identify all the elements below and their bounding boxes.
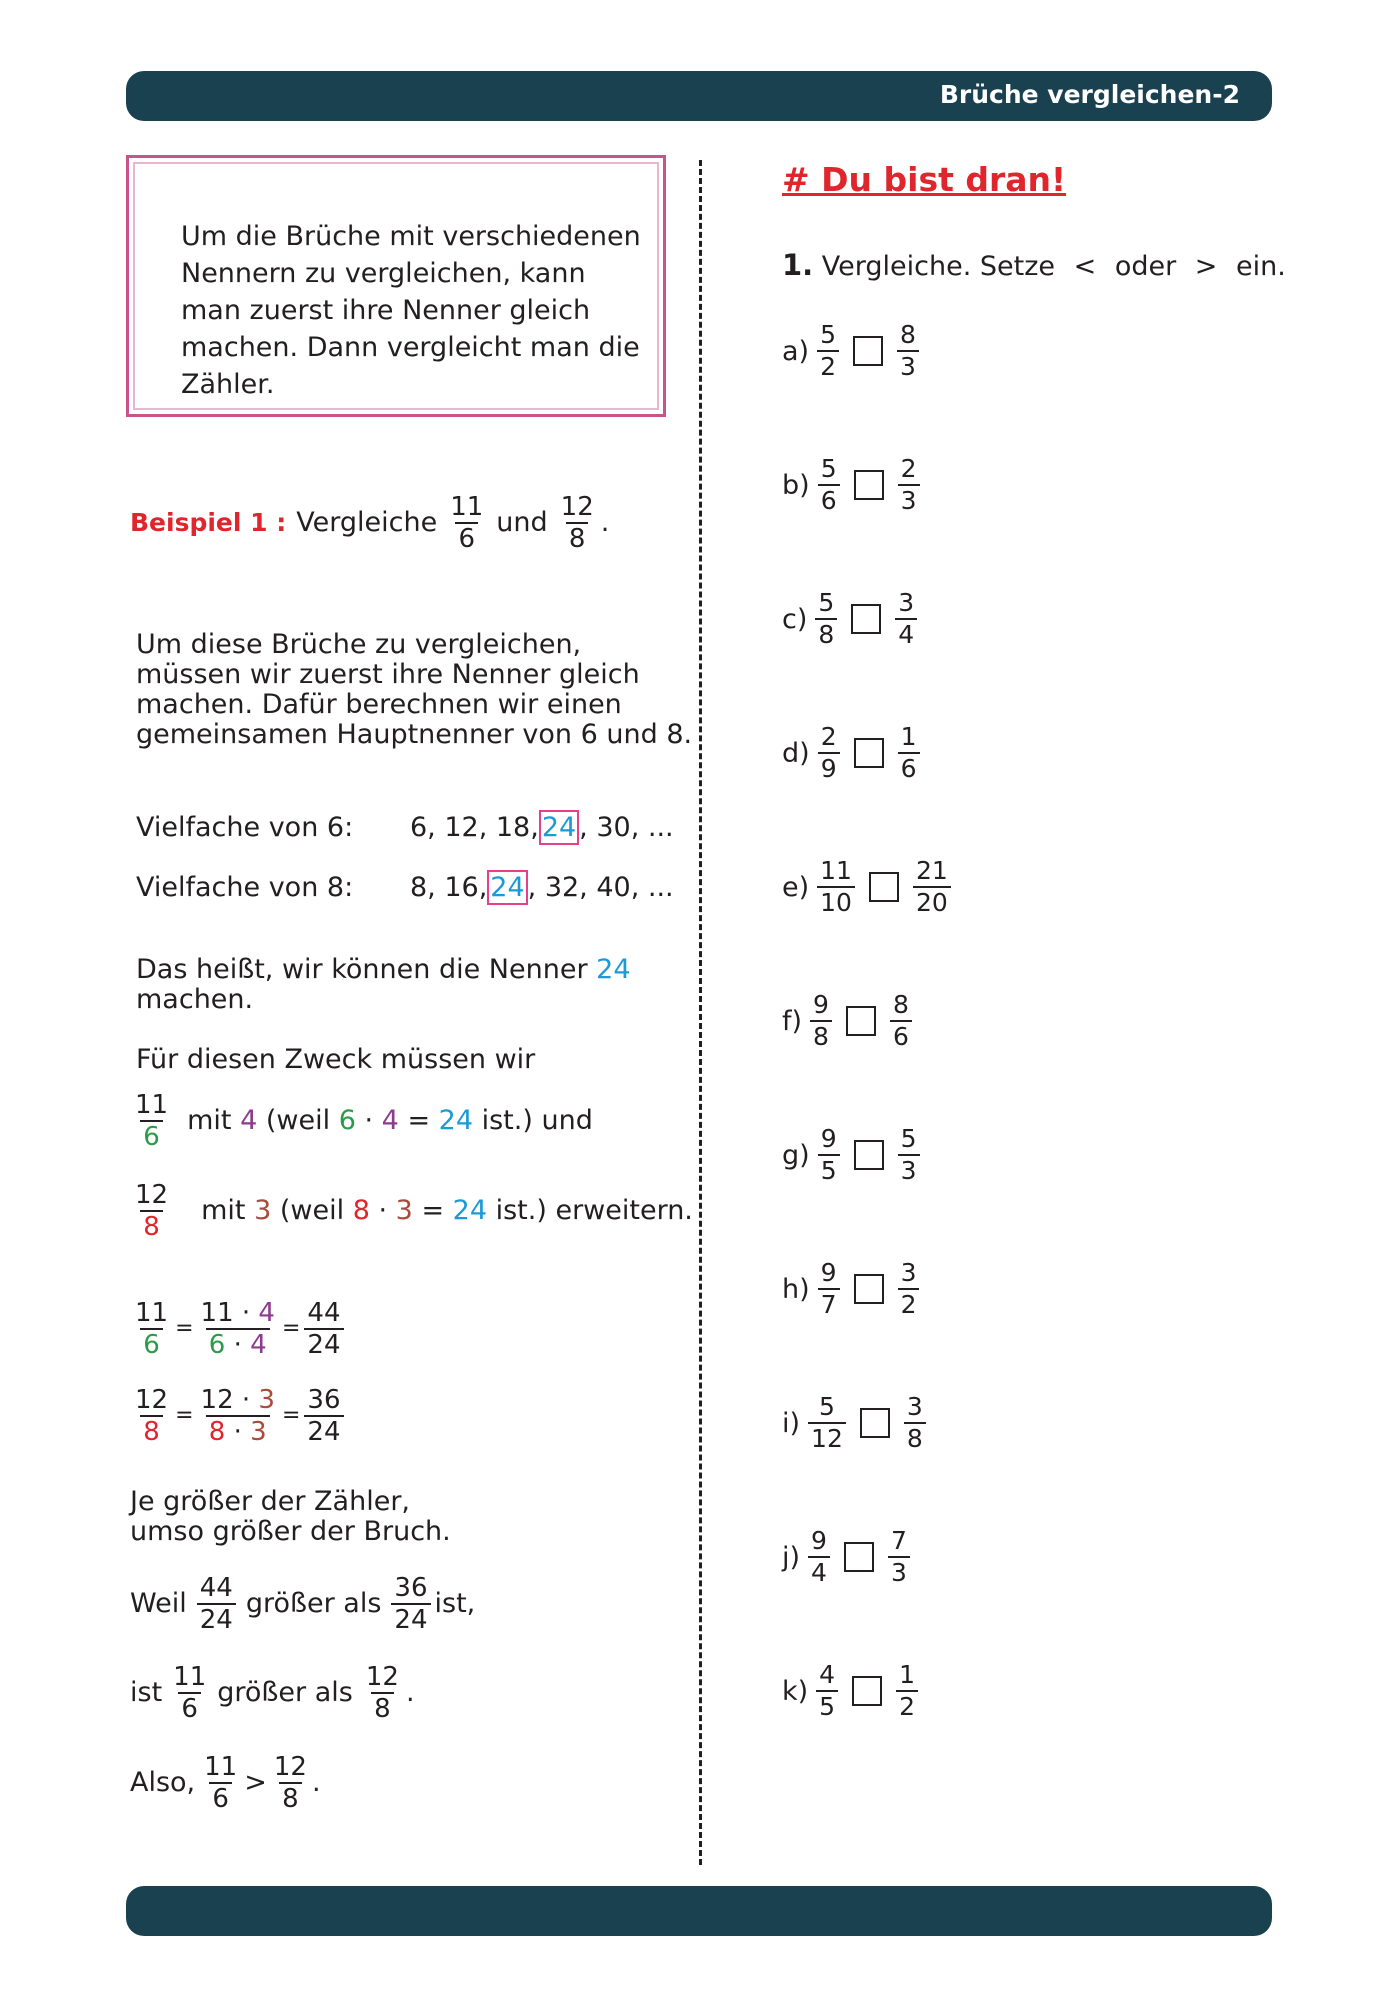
rule-text: Je größer der Zähler, umso größer der Bruch. [130,1486,451,1547]
fraction: $\frac{12}{8}$ [135,1385,169,1447]
info-box [126,155,666,417]
page-title: Brüche vergleichen-2 [939,80,1240,109]
highlight-24: 24 [487,870,527,905]
exercise-label: e) [782,871,810,903]
fraction: $\frac{8}{3}$ [897,320,919,382]
fraction: $\frac{1}{2}$ [896,1660,918,1722]
exercise-item [782,588,921,650]
exercise-item [782,320,923,382]
fraction: $\frac{9}{5}$ [818,1124,840,1186]
exercise-item [782,1526,914,1588]
answer-box[interactable] [854,1274,884,1304]
fraction: $\frac{5}{2}$ [817,320,839,382]
fraction: $\frac{7}{3}$ [888,1526,910,1588]
fraction: $\frac{11}{6}$ [135,1298,169,1360]
exercise-label: k) [782,1675,809,1707]
exercise-label: c) [782,603,808,635]
exercise-item [782,454,924,516]
fraction: $\frac{36}{24}$ [391,1573,430,1635]
fraction: $\frac{12}{8}$ [560,492,594,554]
fraction: $\frac{9}{8}$ [810,990,832,1052]
fraction: $\frac{3}{8}$ [904,1392,926,1454]
fraction: $\frac{5}{6}$ [818,454,840,516]
fraction: $\frac{1}{6}$ [898,722,920,784]
exercise-instruction: 1. Vergleiche. Setze < oder > ein. [782,248,1286,282]
fraction: $\frac{12}{8}$ [273,1752,307,1814]
highlight-24: 24 [539,810,579,845]
fraction: $\frac{36}{24}$ [304,1385,343,1447]
multiples-of-8: Vielfache von 8: [136,872,354,903]
multiples-of-6: Vielfache von 6: [136,812,354,843]
answer-box[interactable] [869,872,899,902]
exercise-label: j) [782,1541,801,1573]
fraction: $\frac{5}{12}$ [808,1392,846,1454]
header-bar [126,71,1272,121]
fraction: $\frac{3}{4}$ [895,588,917,650]
footer-bar [126,1886,1272,1936]
fraction: $\frac{12}{8}$ [135,1180,169,1242]
example-intro: Vergleiche [296,507,438,538]
exercise-item [782,1124,924,1186]
fraction: $\frac{11}{6}$ [135,1090,169,1152]
fraction: $\frac{12 \cdot 3}{8 \cdot 3}$ [200,1385,275,1447]
exercise-item [782,1258,923,1320]
multiples-of-6-values: 6, 12, 18, 24 , 30, ... [410,812,674,843]
and-word: und [496,507,548,538]
exercise-title: # Du bist dran! [782,160,1067,199]
fraction: $\frac{11}{10}$ [817,856,855,918]
fraction: $\frac{44}{24}$ [197,1573,236,1635]
exercise-label: a) [782,335,810,367]
fraction: $\frac{12}{8}$ [365,1662,399,1724]
fraction: $\frac{2}{9}$ [818,722,840,784]
answer-box[interactable] [854,1140,884,1170]
fraction: $\frac{11}{6}$ [204,1752,238,1814]
conclusion-line: Also, $\frac{11}{6}$ > $\frac{12}{8}$ . [130,1752,321,1814]
therefore-line: ist $\frac{11}{6}$ größer als $\frac{12}{8}$ . [130,1662,415,1724]
info-box-text: Um die Brüche mit verschiedenen Nennern zu vergleichen, kann man zuerst ihre Nenner gleich machen. Dann vergleicht man die Zähler. [181,221,641,400]
answer-box[interactable] [854,470,884,500]
exercise-item [782,722,924,784]
exercise-label: h) [782,1273,810,1305]
exercise-label: d) [782,737,810,769]
fraction: $\frac{3}{2}$ [898,1258,920,1320]
answer-box[interactable] [844,1542,874,1572]
fraction: $\frac{9}{7}$ [818,1258,840,1320]
fraction: $\frac{9}{4}$ [808,1526,830,1588]
purpose-text: Für diesen Zweck müssen wir [136,1044,536,1075]
fraction: $\frac{11}{6}$ [450,492,484,554]
exercise-label: f) [782,1005,803,1037]
answer-box[interactable] [853,336,883,366]
exercise-label: i) [782,1407,801,1439]
fraction: $\frac{8}{6}$ [890,990,912,1052]
step-1: $\frac{11}{6}$ mit 4 (weil 6 · 4 = 24 ist.) und [128,1090,593,1152]
fraction: $\frac{44}{24}$ [304,1298,343,1360]
exercise-item [782,1660,922,1722]
exercise-label: b) [782,469,810,501]
exercise-label: g) [782,1139,810,1171]
exercise-item [782,1392,930,1454]
because-line: Weil $\frac{44}{24}$ größer als $\frac{36}{24}$ ist, [130,1573,476,1635]
answer-box[interactable] [851,604,881,634]
answer-box[interactable] [846,1006,876,1036]
result-text: Das heißt, wir können die Nenner 24 machen. [136,954,631,1015]
fraction: $\frac{21}{20}$ [913,856,951,918]
fraction: $\frac{4}{5}$ [816,1660,838,1722]
answer-box[interactable] [860,1408,890,1438]
example-label: Beispiel 1 : [130,508,287,537]
exercise-item [782,990,916,1052]
fraction: $\frac{2}{3}$ [898,454,920,516]
answer-box[interactable] [852,1676,882,1706]
multiples-of-8-values: 8, 16, 24 , 32, 40, ... [410,872,674,903]
fraction: $\frac{5}{8}$ [815,588,837,650]
answer-box[interactable] [854,738,884,768]
fraction: $\frac{11}{6}$ [173,1662,207,1724]
fraction: $\frac{5}{3}$ [898,1124,920,1186]
exercise-item [782,856,955,918]
fraction: $\frac{11 \cdot 4}{6 \cdot 4}$ [200,1298,275,1360]
example-heading: Beispiel 1 : Vergleiche $\frac{11}{6}$ und $\frac{12}{8}$ . [130,492,610,554]
step-2: $\frac{12}{8}$ mit 3 (weil 8 · 3 = 24 ist.) erweitern. [128,1180,693,1242]
column-divider [699,160,702,1865]
calculation-1: $\frac{11}{6}$ = $\frac{11 \cdot 4}{6 \cdot 4}$ = $\frac{44}{24}$ [128,1298,348,1360]
explanation-paragraph: Um diese Brüche zu vergleichen, müssen wir zuerst ihre Nenner gleich machen. Dafür berechnen wir einen gemeinsamen Hauptnenner von 6 und 8. [136,629,693,750]
calculation-2: $\frac{12}{8}$ = $\frac{12 \cdot 3}{8 \cdot 3}$ = $\frac{36}{24}$ [128,1385,348,1447]
